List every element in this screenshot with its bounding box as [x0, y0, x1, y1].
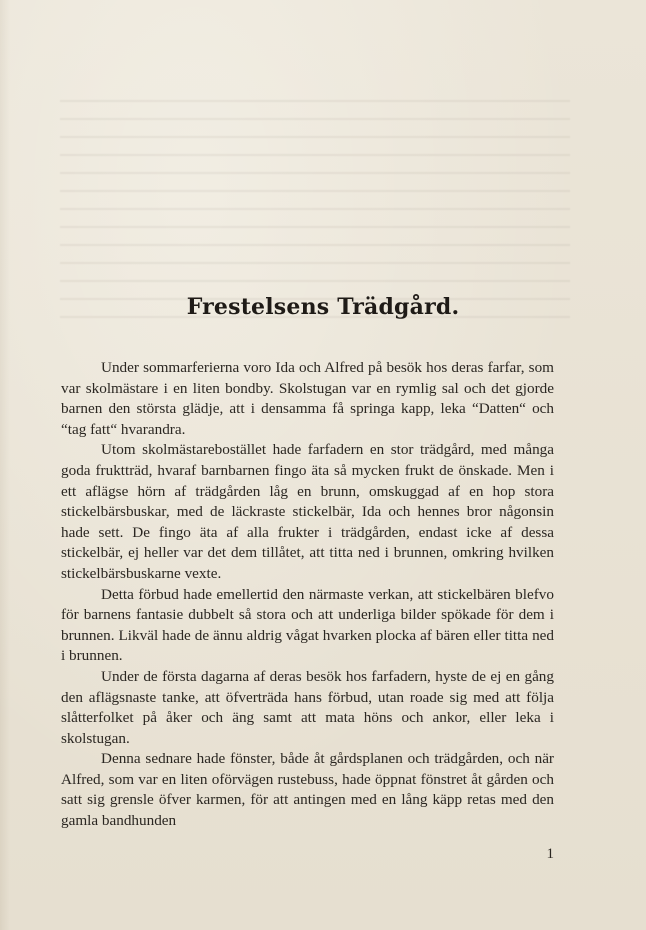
paragraph: Under sommarferierna voro Ida och Alfred på besök hos deras farfar, som var skolmästare i en liten bondby. Skolstugan var en rymlig sal och det gjorde barnen den största glädje, att i densamma få springa kapp, leka “Datten“ och “tag fatt“ hvarandra.: [61, 359, 554, 438]
paragraph: Utom skolmästarebostället hade farfadern en stor trädgård, med många goda fruktträd, hvaraf barnbarnen fingo äta så mycken frukt de önskade. Men i ett aflägse hörn af trädgården låg en brunn, omskuggad af en hop stora stickelbärsbuskar, med de läckraste stickelbär, Ida och hennes bror någonsin hade sett. De fingo äta af alla frukter i trädgården, endast icke af dessa stickelbär, ej heller var det dem tillåtet, att titta ned i brunnen, omkring hvilken stickelbärsbuskarne vexte.: [61, 441, 554, 582]
page-number: 1: [546, 846, 554, 862]
paragraph: Under de första dagarna af deras besök hos farfadern, hyste de ej en gång den aflägsnaste tanke, att öfverträda hans förbud, utan roade sig med att följa slåtterfolket på åker och äng samt att mata höns och ankor, eller leka i skolstugan.: [61, 667, 554, 747]
paragraph: Denna sednare hade fönster, både åt gårdsplanen och trädgården, och när Alfred, som var en liten oförvägen rustebuss, hade öppnat fönstret åt gården och satt sig grensle öfver karmen, för att antingen med en lång käpp retas med den gamla bandhunden: [61, 750, 554, 830]
body-text: [61, 358, 554, 832]
paragraph: Detta förbud hade emellertid den närmaste verkan, att stickelbären blefvo för barnens fantasie dubbelt så stora och att underliga bilder spökade för dem i brunnen. Likväl hade de ännu aldrig vågat hvarken plocka af bären eller titta ned i brunnen.: [61, 585, 554, 665]
chapter-title: Frestelsens Trädgård.: [186, 294, 460, 320]
